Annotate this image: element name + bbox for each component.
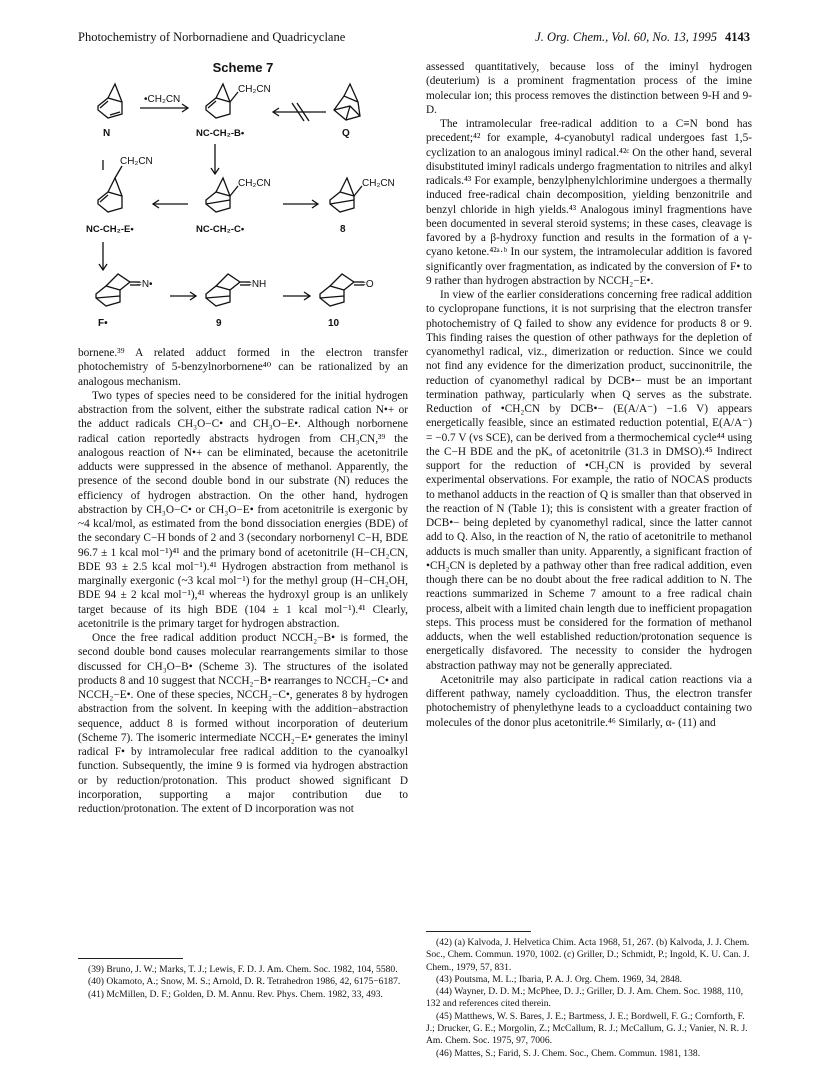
right-paragraph-2: The intramolecular free-radical addition to a C≡N bond has precedent;⁴² for example, 4-cyanobutyl radical undergoes fast 1,5-cyclization to an analogous iminyl radical.⁴²ᶜ On the other hand, several disubstituted iminyl radicals undergo fragmentation to nitriles and alkyl radicals.⁴³ For example, benzylphenylchlorimine undergoes a thermally induced free-radical chain decomposition, yielding benzonitrile and benzyl chloride in high yields.⁴³ Analogous iminyl fragmentions have been documented in several steroid systems; in these cases, cleavage is favored by a β-hydroxy function and results in the formation of a γ-cyano ketone.⁴²ᵃ·ᵇ In our system, the intramolecular addition is favored significantly over fragmentation, as indicated by the conversion of F• to 9 rather than hydrogen abstraction by NCCH₂−E•.: [426, 118, 752, 287]
right-paragraph-1: assessed quantitatively, because loss of the iminyl hydrogen (deuterium) is a prominent fragmentation process of the imine molecular ion; this process removes the distinction between 9-H and 9-D.: [426, 61, 752, 116]
norbornadiene-structure: [98, 84, 122, 118]
footnote-43: (43) Poutsma, M. L.; Ibaria, P. A. J. Org. Chem. 1969, 34, 2848.: [436, 973, 683, 985]
label-10: 10: [328, 318, 340, 329]
right-column: [426, 60, 752, 730]
footnote-40: (40) Okamoto, A.; Snow, M. S.; Arnold, D. R. Tetrahedron 1986, 42, 6175−6187.: [88, 976, 401, 988]
imine-label: =NH: [246, 279, 267, 290]
product-8-structure: [330, 178, 362, 212]
left-column: [78, 346, 408, 816]
scheme-title: Scheme 7: [212, 60, 274, 75]
ch2cn-E: CH₂CN: [120, 156, 153, 167]
ch2cn-8: CH₂CN: [362, 178, 395, 189]
right-paragraph-4: Acetonitrile may also participate in radical cation reactions via a different pathway, namely cycloaddition. Thus, the electron transfer photochemistry of phenylethyne leads to a cycloadduct containing two molecules of the donor plus acetonitrile.⁴⁶ Similarly, α- (11) and: [426, 673, 752, 729]
radical-C-structure: [206, 178, 238, 212]
label-9: 9: [216, 318, 222, 329]
footnote-rule-left: [78, 958, 183, 959]
ketone-label: =O: [360, 279, 374, 290]
page-number: 4143: [725, 30, 750, 44]
footnote-46: (46) Mattes, S.; Farid, S. J. Chem. Soc., Chem. Commun. 1981, 138.: [436, 1047, 701, 1059]
scheme-7: [78, 52, 408, 342]
ch2cn-B: CH₂CN: [238, 84, 271, 95]
left-paragraph-1: bornene.³⁹ A related adduct formed in the electron transfer photochemistry of 5-benzylnorbornene⁴⁰ can be rationalized by an analogous mechanism.: [78, 347, 408, 388]
left-paragraph-3: Once the free radical addition product NCCH₂−B• is formed, the second double bond causes molecular rearrangements similar to those discussed for CH₃O−B• (Scheme 3). The structures of the isolated products 8 and 10 suggest that NCCH₂−B• rearranges to NCCH₂−C• and NCCH₂−E•. One of these species, NCCH₂−C•, generates 8 by hydrogen abstraction from the solvent. In keeping with the addition−abstraction sequence, adduct 8 is formed without incorporation of deuterium (Scheme 7). The isomeric intermediate NCCH₂−E• generates the iminyl radical F• by intramolecular free radical addition to the cyanoalkyl function. Subsequently, the imine 9 is formed via hydrogen abstraction or by reduction/protonation. This product showed significant D incorporation, supporting a major contribution due to reduction/protonation. The extent of D incorporation was not: [78, 632, 408, 815]
radical-E-structure: [98, 166, 122, 212]
footnote-41: (41) McMillen, D. F.; Golden, D. M. Annu. Rev. Phys. Chem. 1982, 33, 493.: [88, 988, 383, 1000]
footnotes-right: [426, 937, 752, 1060]
imine-9-structure: [206, 274, 250, 306]
scheme-diagram: [78, 52, 408, 342]
right-paragraph-3: In view of the earlier considerations concerning free radical addition to cyclopropane functions, it is not surprising that the electron transfer photochemistry of Q failed to show any evidence for products 8 or 9. This finding raises the question of other pathways for the depletion of cyanomethyl radical, viz., dimerization or reduction. Since we could not find any evidence for the dimerization product, succinonitrile, the reduction of cyanomethyl radical by DCB•− must be an important termination pathway, particularly when Q serves as the substrate. Reduction of •CH₂CN by DCB•− (E(A/A⁻) −1.6 V) appears energetically feasible, since an estimated reduction potential, E(A/A⁻) = −0.7 V (vs SCE), can be derived from a thermochemical cycle⁴⁴ using the C−H BDE and the pKₐ of acetonitrile (31.3 in DMSO).⁴⁵ Indirect support for the reduction of •CH₂CN is provided by several experimental observations. For example, the ratio of NOCAS products to methanol adducts in the reaction of Q is smaller than that observed in the reaction of N (Table 1); this is consistent with a greater fraction of DCB•− being depleted by cyanomethyl radical, since the latter cannot add to Q. Also, in the reaction of N, the ratio of acetonitrile to methanol adducts is much smaller than unity. Apparently, a significant fraction of •CH₂CN is depleted by a pathway other than free radical addition, even though there can be no doubt about the free radical addition to N. The reactions summarized in Scheme 7 amount to a free radical chain process, albeit with a limited chain length due to inefficient propagation steps. This process must be considered for the formation of methanol adducts, when the well established reduction/protonation sequence is energetically disfavored. The necessity to consider the hydrogen abstraction pathway may not be generally appreciated.: [426, 289, 752, 672]
journal-citation: [535, 30, 750, 45]
radical-B-structure: [206, 84, 238, 118]
footnote-39: (39) Bruno, J. W.; Marks, T. J.; Lewis, F. D. J. Am. Chem. Soc. 1982, 104, 5580.: [88, 964, 398, 975]
ketone-10-structure: [320, 274, 364, 306]
label-E: NC-CH₂-E•: [86, 224, 134, 235]
running-title: Photochemistry of Norbornadiene and Quadricyclane: [78, 30, 346, 44]
footnote-rule-right: [426, 931, 531, 932]
reagent-label: •CH₂CN: [144, 94, 181, 105]
label-8: 8: [340, 224, 346, 235]
quadricyclane-structure: [334, 84, 360, 120]
left-paragraph-2: Two types of species need to be considered for the initial hydrogen abstraction from the solvent, either the substrate radical cation N•+ or the adduct radicals CH₃O−C• and CH₃O−E•. Although norbornene radical cation reportedly abstracts hydrogen from CH₃CN,³⁹ the analogous reaction of N•+ can be eliminated, because the acetonitrile adducts were suppressed in the absence of methanol. Apparently, the presence of the second double bond in our substrate (N) reduces the efficiency of hydrogen abstraction. On the other hand, hydrogen abstraction by CH₃O−C• or CH₃O−E• from acetonitrile is exergonic by ~4 kcal/mol, as estimated from the bond dissociation energies (BDE) of the secondary C−H bonds of 2 and 3 (secondary norbornenyl C−H, BDE 96.7 ± 1 kcal mol⁻¹)⁴¹ and the primary bond of acetonitrile (H−CH₂CN, BDE 93 ± 2.5 kcal mol⁻¹).⁴¹ Hydrogen abstraction from methanol is marginally exergonic (~3 kcal mol⁻¹) for the methyl group (H−CH₂OH, BDE 94 ± 2 kcal mol⁻¹),⁴¹ whereas the hydroxyl group is an unlikely target because of its high BDE (104 ± 1 kcal mol⁻¹).⁴¹ Clearly, acetonitrile is the primary target for hydrogen abstraction.: [78, 389, 408, 630]
label-N: N: [103, 128, 111, 139]
imine-radical-label: =N•: [136, 279, 153, 290]
footnote-45: (45) Matthews, W. S. Bares, J. E.; Bartmess, J. E.; Bordwell, F. G.; Cornforth, F. J.; Drucker, G. E.; Morgolin, Z.; McCallum, R. J.; McCallum, G. J.; Vanier, N. R. J. Am. Chem. Soc. 1975, 97, 7006.: [426, 1010, 748, 1047]
label-Q: Q: [342, 128, 350, 139]
label-B: NC-CH₂-B•: [196, 128, 245, 139]
footnote-42: (42) (a) Kalvoda, J. Helvetica Chim. Acta 1968, 51, 267. (b) Kalvoda, J. J. Chem. Soc., Chem. Commun. 1970, 1002. (c) Griller, D.; Schmidt, P.; Ingold, K. U. Can. J. Chem., 1979, 57, 831.: [426, 937, 750, 973]
footnotes-left: [78, 964, 408, 1001]
running-header: [78, 30, 750, 48]
journal-name: J. Org. Chem., Vol. 60, No. 13, 1995: [535, 30, 717, 44]
ch2cn-C: CH₂CN: [238, 178, 271, 189]
label-F: F•: [98, 318, 108, 329]
label-C: NC-CH₂-C•: [196, 224, 245, 235]
iminyl-radical-F-structure: [96, 274, 140, 306]
footnote-44: (44) Wayner, D. D. M.; McPhee, D. J.; Griller, D. J. Am. Chem. Soc. 1988, 110, 132 and references cited therein.: [426, 986, 744, 1010]
